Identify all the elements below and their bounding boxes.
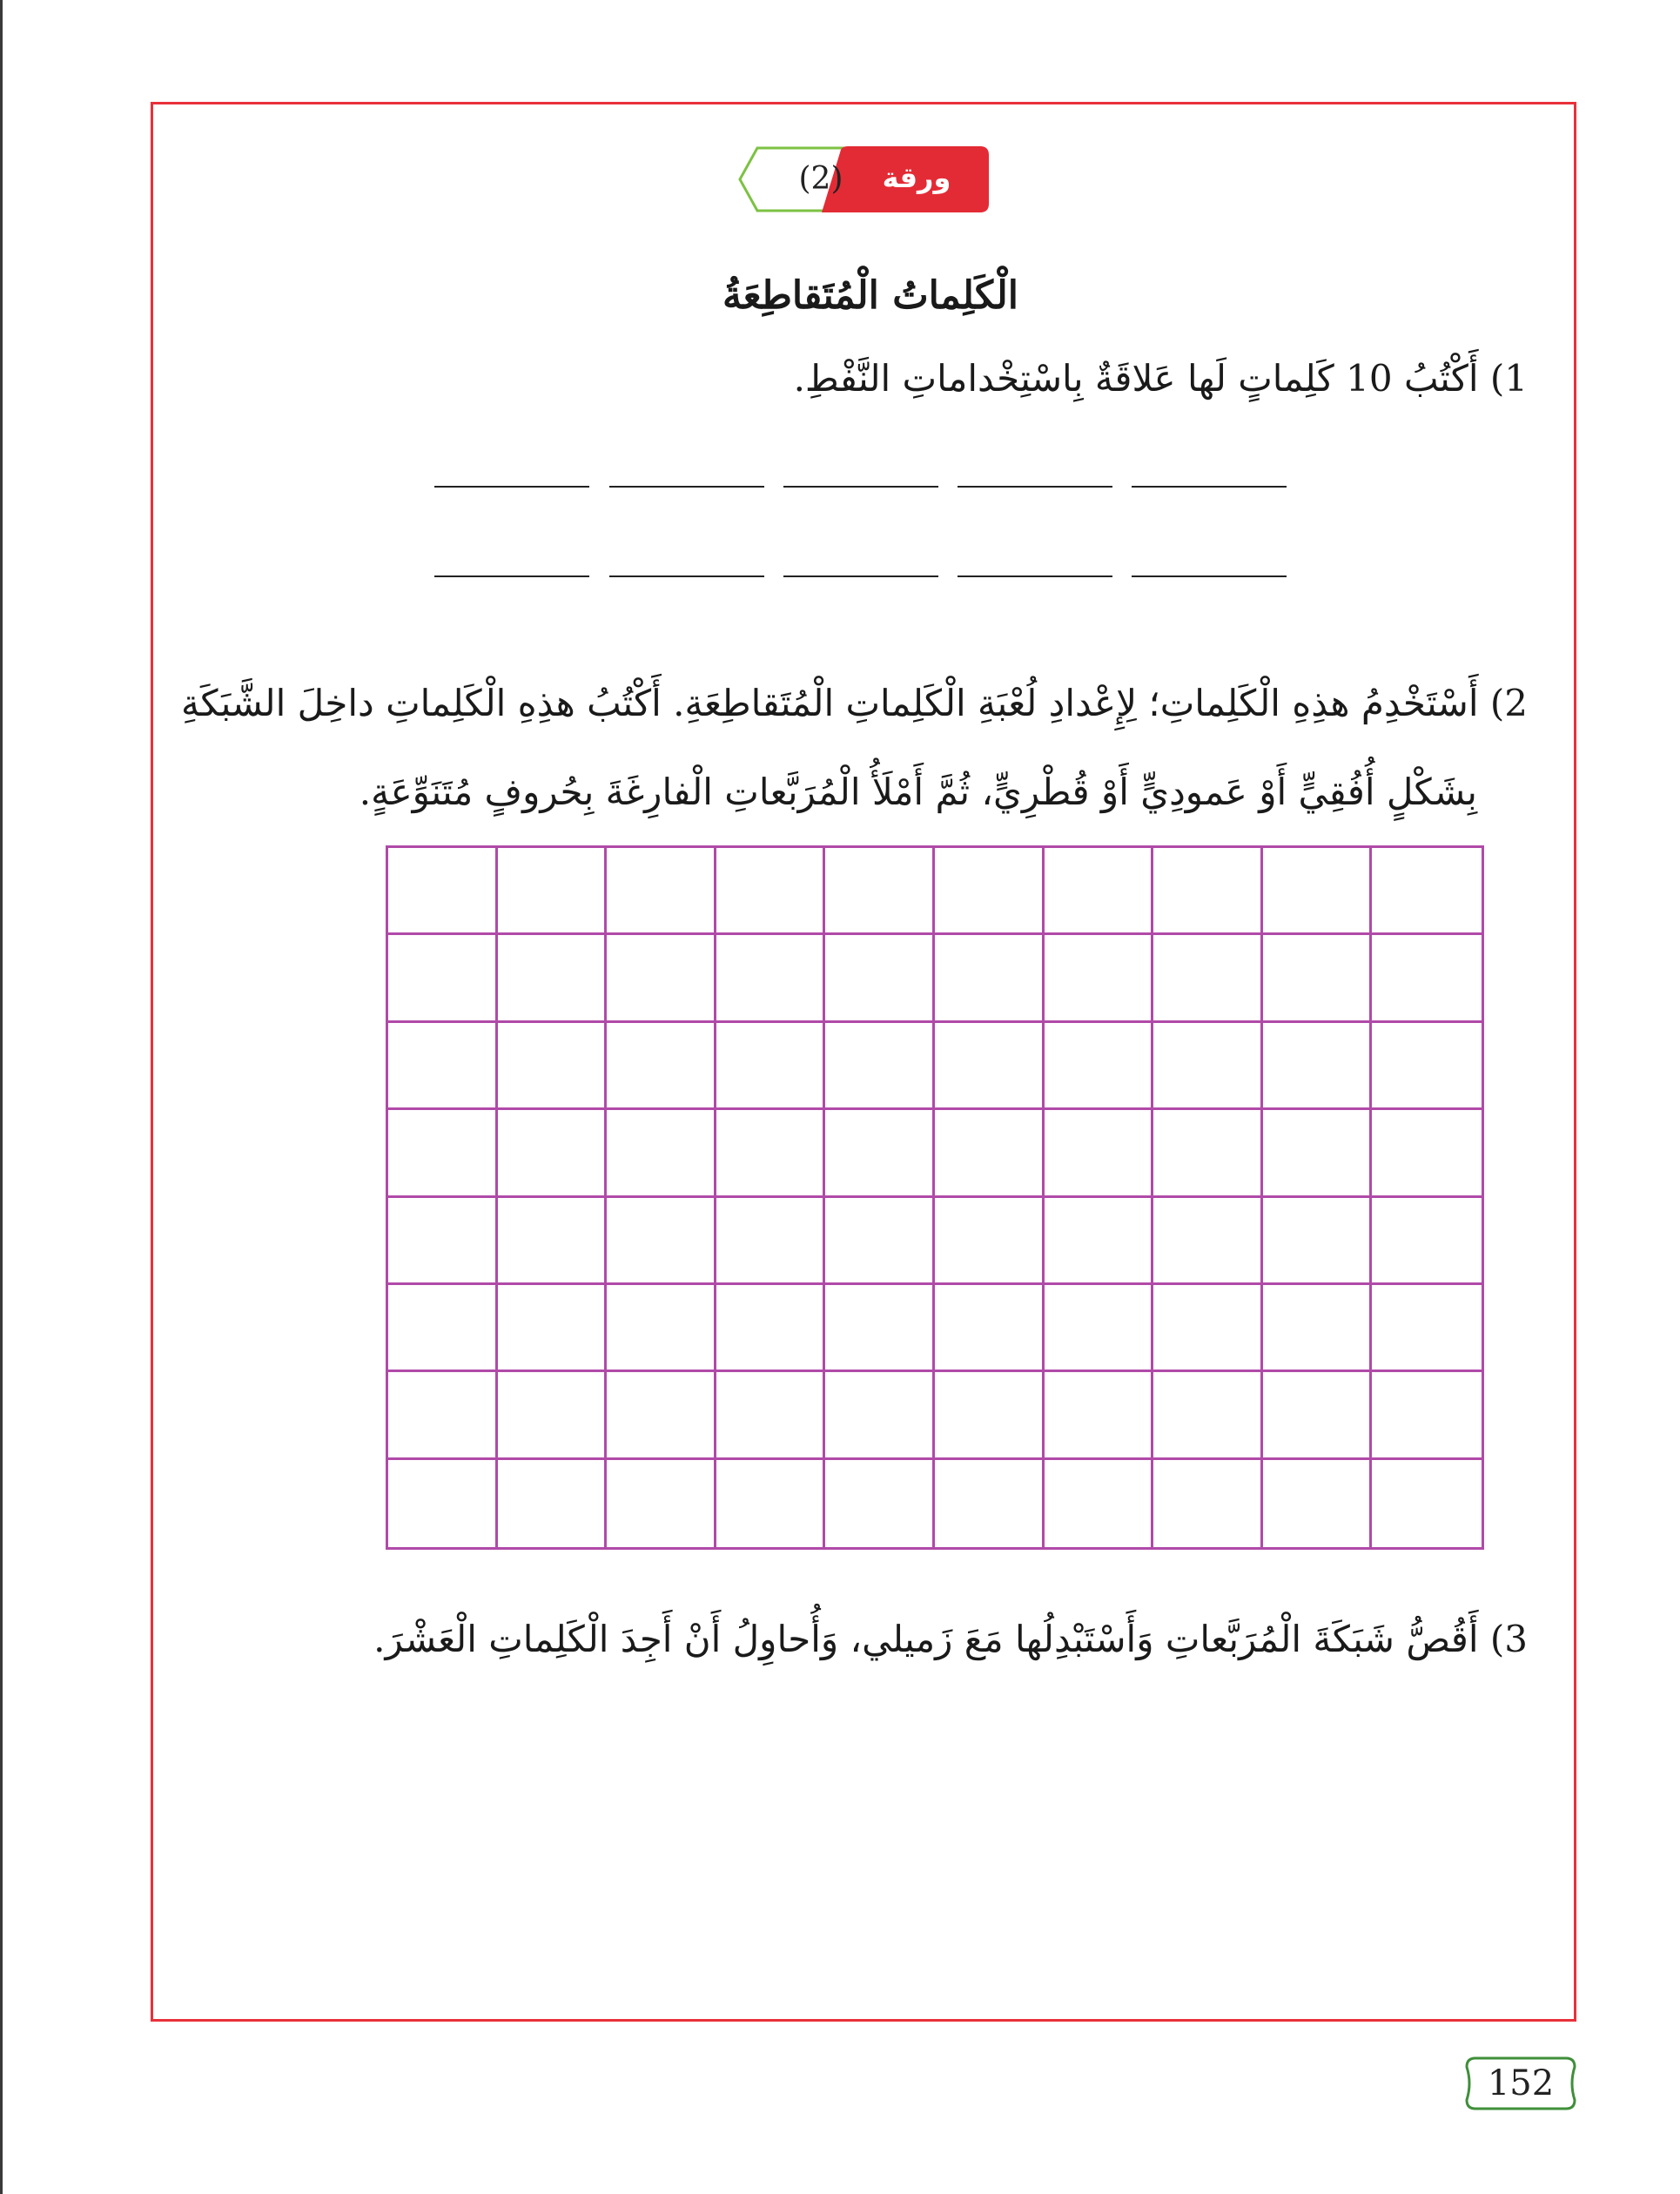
grid-cell[interactable] (388, 848, 498, 935)
grid-cell[interactable] (935, 848, 1045, 935)
grid-cell[interactable] (388, 1023, 498, 1110)
grid-cell[interactable] (1263, 1460, 1373, 1547)
page-number: 152 (1487, 2063, 1555, 2103)
question-3: 3) أَقُصُّ شَبَكَةَ الْمُرَبَّعاتِ وَأَسْتَبْدِلُها مَعَ زَميلي، وَأُحاوِلُ أَنْ أَجِدَ الْكَلِماتِ الْعَشْرَ. (373, 1618, 1528, 1660)
grid-cell[interactable] (388, 1460, 498, 1547)
grid-cell[interactable] (825, 935, 935, 1022)
grid-cell[interactable] (1153, 1198, 1263, 1285)
grid-cell[interactable] (388, 1372, 498, 1459)
grid-cell[interactable] (1372, 1460, 1482, 1547)
grid-cell[interactable] (1372, 935, 1482, 1022)
grid-cell[interactable] (1263, 1110, 1373, 1197)
worksheet-badge (738, 145, 991, 246)
grid-cell[interactable] (1263, 1023, 1373, 1110)
grid-cell[interactable] (825, 1285, 935, 1372)
grid-cell[interactable] (716, 1372, 826, 1459)
grid-cell[interactable] (1263, 935, 1373, 1022)
grid-cell[interactable] (388, 1198, 498, 1285)
answer-blank[interactable] (609, 486, 764, 488)
grid-cell[interactable] (498, 1198, 608, 1285)
answer-blank[interactable] (1132, 575, 1287, 577)
grid-cell[interactable] (607, 935, 716, 1022)
grid-cell[interactable] (1045, 1285, 1154, 1372)
grid-cell[interactable] (1045, 1460, 1154, 1547)
grid-cell[interactable] (1153, 1285, 1263, 1372)
grid-cell[interactable] (1372, 1285, 1482, 1372)
grid-cell[interactable] (1153, 935, 1263, 1022)
grid-cell[interactable] (1045, 848, 1154, 935)
grid-cell[interactable] (935, 1023, 1045, 1110)
grid-cell[interactable] (825, 1023, 935, 1110)
answer-blank[interactable] (958, 486, 1112, 488)
answer-blank[interactable] (434, 575, 589, 577)
grid-cell[interactable] (1153, 1372, 1263, 1459)
grid-cell[interactable] (716, 848, 826, 935)
grid-cell[interactable] (1372, 1110, 1482, 1197)
grid-cell[interactable] (388, 935, 498, 1022)
grid-cell[interactable] (716, 1460, 826, 1547)
grid-cell[interactable] (498, 1372, 608, 1459)
grid-cell[interactable] (498, 935, 608, 1022)
grid-cell[interactable] (716, 1285, 826, 1372)
grid-cell[interactable] (607, 848, 716, 935)
grid-cell[interactable] (607, 1198, 716, 1285)
grid-cell[interactable] (716, 1023, 826, 1110)
grid-cell[interactable] (607, 1460, 716, 1547)
question-2-line-1: 2) أَسْتَخْدِمُ هذِهِ الْكَلِماتِ؛ لِإِعْدادِ لُعْبَةِ الْكَلِماتِ الْمُتَقاطِعَةِ. أَكْتُبُ هذِهِ الْكَلِماتِ داخِلَ الشَّبَكَةِ (180, 682, 1528, 724)
grid-cell[interactable] (1372, 1023, 1482, 1110)
page-title: الْكَلِماتُ الْمُتَقاطِعَةُ (722, 273, 1018, 318)
answer-blank[interactable] (958, 575, 1112, 577)
grid-cell[interactable] (607, 1285, 716, 1372)
page-number-box (1465, 2056, 1576, 2110)
grid-cell[interactable] (935, 1110, 1045, 1197)
grid-cell[interactable] (498, 1460, 608, 1547)
grid-cell[interactable] (1372, 1198, 1482, 1285)
grid-cell[interactable] (716, 1110, 826, 1197)
grid-cell[interactable] (935, 935, 1045, 1022)
grid-cell[interactable] (1153, 1023, 1263, 1110)
crossword-grid (386, 845, 1484, 1550)
grid-cell[interactable] (1153, 848, 1263, 935)
grid-cell[interactable] (388, 1110, 498, 1197)
worksheet-label: ورقة عمل (882, 161, 951, 246)
grid-cell[interactable] (825, 1110, 935, 1197)
worksheet-number: (2) (798, 161, 843, 197)
grid-cell[interactable] (825, 848, 935, 935)
answer-blank[interactable] (1132, 486, 1287, 488)
grid-cell[interactable] (1045, 1372, 1154, 1459)
grid-cell[interactable] (498, 1023, 608, 1110)
grid-cell[interactable] (1153, 1110, 1263, 1197)
grid-cell[interactable] (1263, 1198, 1373, 1285)
page-left-edge (0, 0, 3, 2194)
grid-cell[interactable] (1263, 848, 1373, 935)
grid-cell[interactable] (1045, 1110, 1154, 1197)
grid-cell[interactable] (498, 1110, 608, 1197)
grid-cell[interactable] (935, 1285, 1045, 1372)
grid-cell[interactable] (607, 1110, 716, 1197)
grid-cell[interactable] (607, 1023, 716, 1110)
grid-cell[interactable] (825, 1460, 935, 1547)
grid-cell[interactable] (1153, 1460, 1263, 1547)
answer-blank[interactable] (783, 486, 938, 488)
answer-blank[interactable] (783, 575, 938, 577)
grid-cell[interactable] (825, 1198, 935, 1285)
grid-cell[interactable] (716, 1198, 826, 1285)
grid-cell[interactable] (607, 1372, 716, 1459)
grid-cell[interactable] (1372, 848, 1482, 935)
grid-cell[interactable] (825, 1372, 935, 1459)
grid-cell[interactable] (1045, 1023, 1154, 1110)
grid-cell[interactable] (1263, 1285, 1373, 1372)
grid-cell[interactable] (1045, 1198, 1154, 1285)
grid-cell[interactable] (716, 935, 826, 1022)
grid-cell[interactable] (1263, 1372, 1373, 1459)
grid-cell[interactable] (935, 1460, 1045, 1547)
answer-blank[interactable] (609, 575, 764, 577)
grid-cell[interactable] (1045, 935, 1154, 1022)
grid-cell[interactable] (388, 1285, 498, 1372)
grid-cell[interactable] (1372, 1372, 1482, 1459)
question-1: 1) أَكْتُبُ 10 كَلِماتٍ لَها عَلاقَةٌ بِاسْتِخْداماتِ النَّفْطِ. (793, 357, 1528, 400)
grid-cell[interactable] (498, 1285, 608, 1372)
grid-cell[interactable] (935, 1198, 1045, 1285)
grid-cell[interactable] (935, 1372, 1045, 1459)
grid-cell[interactable] (498, 848, 608, 935)
answer-blank[interactable] (434, 486, 589, 488)
question-2-line-2: بِشَكْلٍ أُفُقِيٍّ أَوْ عَمودِيٍّ أَوْ قُطْرِيٍّ، ثُمَّ أَمْلَأُ الْمُرَبَّعاتِ الْفارِغَةَ بِحُروفٍ مُتَنَوِّعَةٍ. (359, 771, 1477, 813)
